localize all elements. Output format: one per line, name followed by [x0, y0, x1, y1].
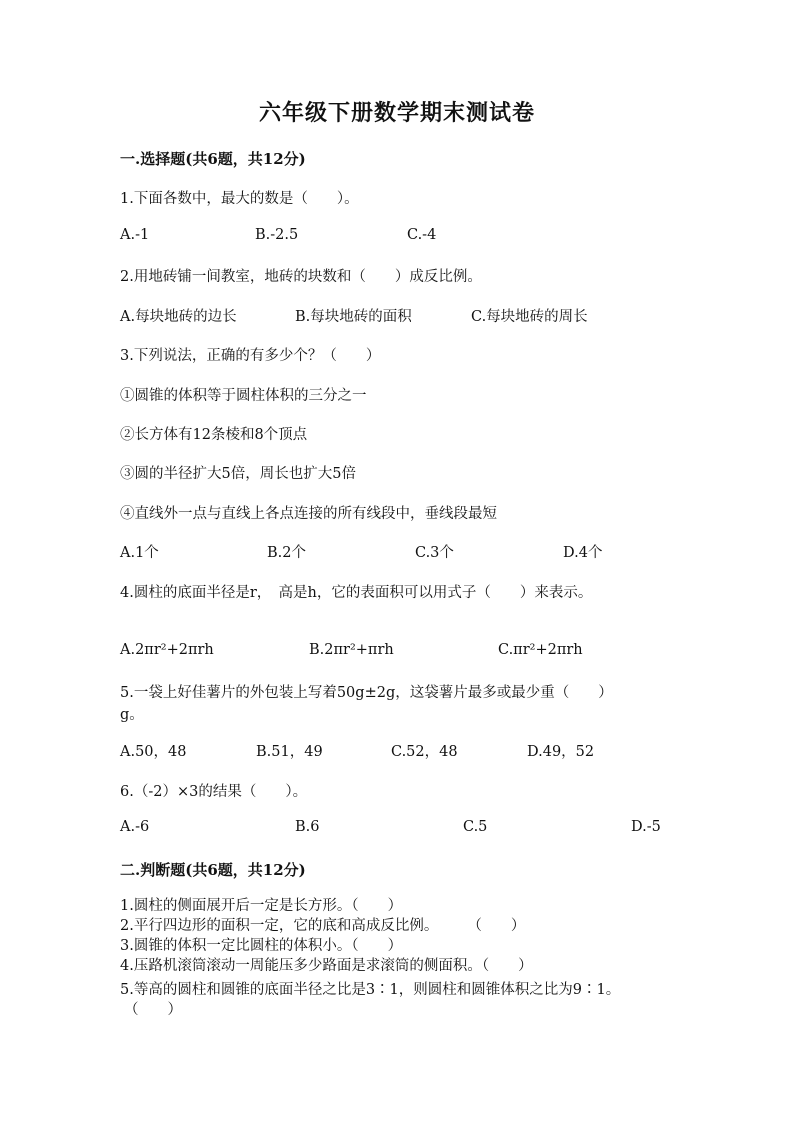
page-title: 六年级下册数学期末测试卷: [258, 100, 535, 126]
question-6-option-d: D.-5: [631, 819, 661, 835]
section-heading-judgement: 二.判断题(共6题，共12分): [120, 861, 306, 879]
question-3-option-a: A.1个: [120, 545, 159, 561]
question-3-statement-1: ①圆锥的体积等于圆柱体积的三分之一: [120, 388, 367, 404]
question-1-stem: 1.下面各数中，最大的数是（ ）。: [120, 191, 359, 207]
question-3-option-c: C.3个: [415, 545, 454, 561]
judgement-item-1: 1.圆柱的侧面展开后一定是长方形。（ ）: [120, 898, 403, 914]
question-2-option-c: C.每块地砖的周长: [471, 309, 588, 325]
question-6-option-c: C.5: [463, 819, 488, 835]
question-4-option-b: B.2πr²+πrh: [309, 642, 394, 658]
question-1-option-a: A.-1: [120, 227, 150, 243]
question-6-option-b: B.6: [295, 819, 320, 835]
question-3-statement-4: ④直线外一点与直线上各点连接的所有线段中，垂线段最短: [120, 506, 497, 522]
section-heading-choice: 一.选择题(共6题，共12分): [120, 150, 306, 168]
judgement-item-5-bracket: （ ）: [124, 1002, 182, 1018]
question-6-option-a: A.-6: [120, 819, 150, 835]
question-5-stem-line-1: 5.一袋上好佳薯片的外包装上写着50g±2g，这袋薯片最多或最少重（ ）: [120, 685, 613, 701]
judgement-item-4: 4.压路机滚筒滚动一周能压多少路面是求滚筒的侧面积。（ ）: [120, 958, 533, 974]
question-3-stem: 3.下列说法，正确的有多少个？（ ）: [120, 348, 381, 364]
question-1-option-c: C.-4: [407, 227, 437, 243]
question-1-option-b: B.-2.5: [255, 227, 299, 243]
question-4-option-c: C.πr²+2πrh: [498, 642, 583, 658]
question-2-option-b: B.每块地砖的面积: [295, 309, 412, 325]
question-2-option-a: A.每块地砖的边长: [120, 309, 237, 325]
judgement-item-3: 3.圆锥的体积一定比圆柱的体积小。（ ）: [120, 938, 403, 954]
question-6-stem: 6.（-2）×3的结果（ ）。: [120, 784, 308, 800]
question-5-option-a: A.50，48: [120, 744, 187, 760]
question-5-option-c: C.52，48: [391, 744, 458, 760]
question-4-stem: 4.圆柱的底面半径是r， 高是h，它的表面积可以用式子（ ）来表示。: [120, 585, 593, 601]
question-4-option-a: A.2πr²+2πrh: [120, 642, 214, 658]
question-3-option-b: B.2个: [267, 545, 306, 561]
question-3-option-d: D.4个: [563, 545, 603, 561]
judgement-item-2: 2.平行四边形的面积一定，它的底和高成反比例。 （ ）: [120, 918, 526, 934]
question-5-option-b: B.51，49: [256, 744, 323, 760]
question-5-option-d: D.49，52: [527, 744, 595, 760]
question-3-statement-2: ②长方体有12条棱和8个顶点: [120, 427, 308, 443]
judgement-item-5: 5.等高的圆柱和圆锥的底面半径之比是3∶1，则圆柱和圆锥体积之比为9∶1。: [120, 982, 621, 998]
question-5-stem-line-2: g。: [120, 707, 144, 723]
question-2-stem: 2.用地砖铺一间教室，地砖的块数和（ ）成反比例。: [120, 269, 482, 285]
question-3-statement-3: ③圆的半径扩大5倍，周长也扩大5倍: [120, 466, 356, 482]
